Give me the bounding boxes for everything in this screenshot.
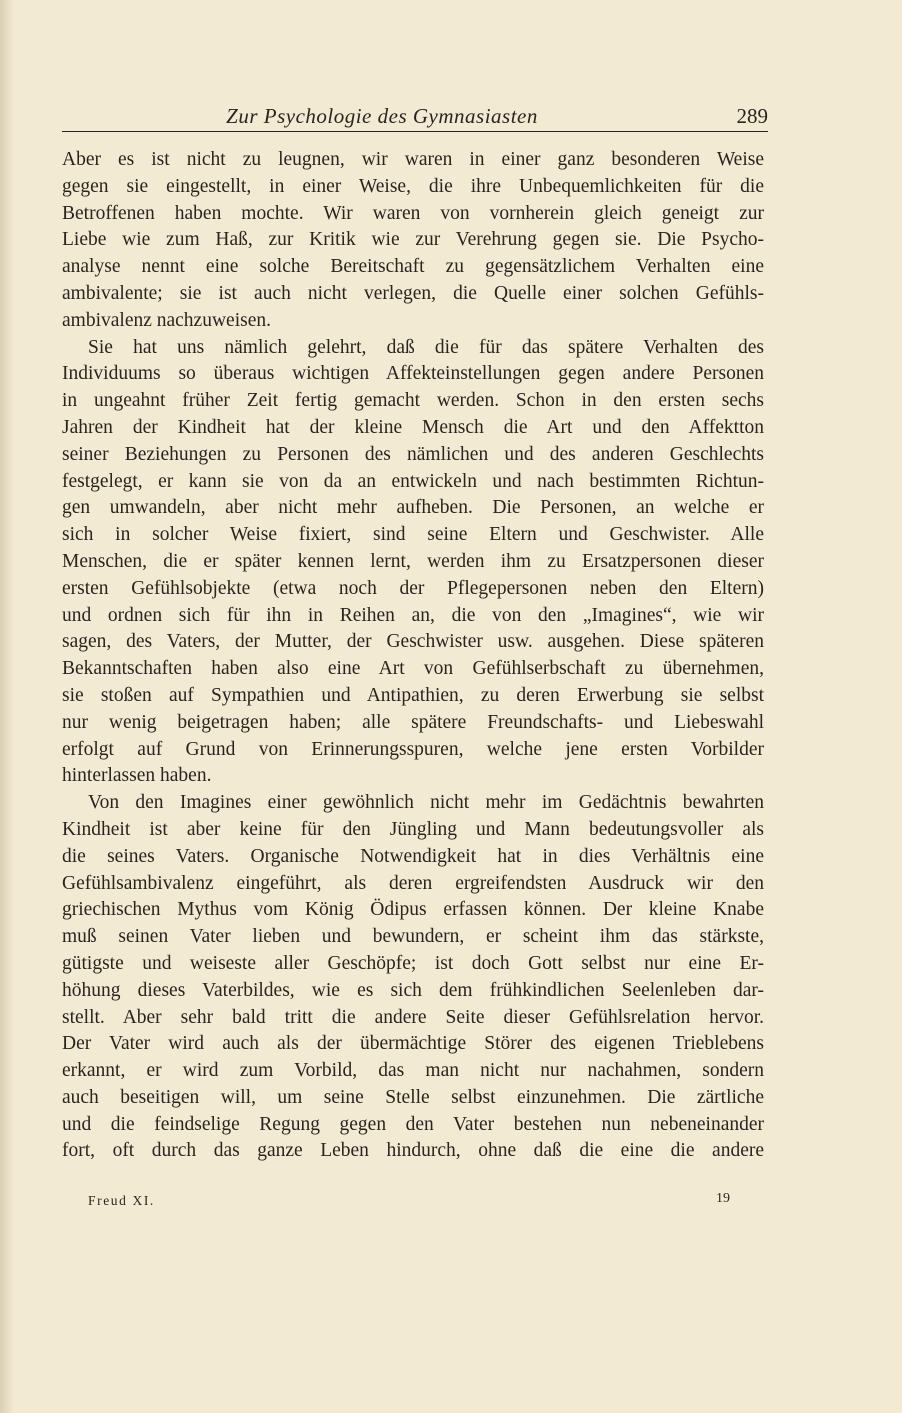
body-text — [62, 147, 764, 1165]
text-line: Liebe wie zum Haß, zur Kritik wie zur Verehrung gegen sie. Die Psycho- — [62, 229, 764, 251]
text-line: analyse nennt eine solche Bereitschaft zu gegensätzlichem Verhalten eine — [62, 256, 764, 278]
text-line: sie stoßen auf Sympathien und Antipathien, zu deren Erwerbung sie selbst — [62, 684, 764, 706]
running-header — [62, 104, 768, 130]
paragraph — [62, 335, 764, 791]
text-line: griechischen Mythus vom König Ödipus erfassen können. Der kleine Knabe — [62, 899, 764, 921]
text-line: gen umwandeln, aber nicht mehr aufheben. Die Personen, an welche er — [62, 497, 764, 519]
text-line: Gefühlsambivalenz eingeführt, als deren ergreifendsten Ausdruck wir den — [62, 872, 764, 894]
text-line: muß seinen Vater lieben und bewundern, er scheint ihm das stärkste, — [62, 926, 764, 948]
text-line: fort, oft durch das ganze Leben hindurch, ohne daß die eine die andere — [62, 1140, 764, 1162]
text-line: sagen, des Vaters, der Mutter, der Geschwister usw. ausgehen. Diese späteren — [62, 631, 764, 653]
text-line: sich in solcher Weise fixiert, sind seine Eltern und Geschwister. Alle — [62, 524, 764, 546]
header-rule — [62, 131, 768, 132]
text-line: erfolgt auf Grund von Erinnerungsspuren, welche jene ersten Vorbilder — [62, 738, 764, 760]
text-line: erkannt, er wird zum Vorbild, das man nicht nur nachahmen, sondern — [62, 1060, 764, 1082]
paragraph — [62, 790, 764, 1165]
text-line: in ungeahnt früher Zeit fertig gemacht werden. Schon in den ersten sechs — [62, 390, 764, 412]
text-line: höhung dieses Vaterbildes, wie es sich dem frühkindlichen Seelenleben dar- — [62, 979, 764, 1001]
text-line: Bekanntschaften haben also eine Art von Gefühlserbschaft zu übernehmen, — [62, 658, 764, 680]
text-line: und ordnen sich für ihn in Reihen an, die von den „Imagines“, wie wir — [62, 604, 764, 626]
text-line: Jahren der Kindheit hat der kleine Mensch die Art und den Affektton — [62, 416, 764, 438]
sheet-number: 19 — [716, 1191, 730, 1206]
text-line: hinterlassen haben. — [62, 765, 212, 787]
page-number: 289 — [736, 104, 768, 128]
text-line: Der Vater wird auch als der übermächtige Störer des eigenen Trieblebens — [62, 1033, 764, 1055]
text-line: Betroffenen haben mochte. Wir waren von vornherein gleich geneigt zur — [62, 202, 764, 224]
paragraph — [62, 147, 764, 335]
text-line: festgelegt, er kann sie von da an entwickeln und nach bestimmten Richtun- — [62, 470, 764, 492]
text-line: Aber es ist nicht zu leugnen, wir waren in einer ganz besonderen Weise — [62, 149, 764, 170]
text-line: und die feindselige Regung gegen den Vater bestehen nun nebeneinander — [62, 1113, 764, 1135]
text-line: ambivalente; sie ist auch nicht verlegen, die Quelle einer solchen Gefühls- — [62, 282, 764, 304]
running-title: Zur Psychologie des Gymnasiasten — [226, 104, 538, 128]
page-edge-shadow — [0, 0, 14, 1413]
text-line: auch beseitigen will, um seine Stelle selbst einzunehmen. Die zärtliche — [62, 1086, 764, 1108]
text-line: die seines Vaters. Organische Notwendigkeit hat in dies Verhältnis eine — [62, 845, 764, 867]
text-line: Kindheit ist aber keine für den Jüngling und Mann bedeutungsvoller als — [62, 818, 764, 840]
text-line: gegen sie eingestellt, in einer Weise, die ihre Unbequemlichkeiten für die — [62, 175, 764, 197]
text-line: gütigste und weiseste aller Geschöpfe; ist doch Gott selbst nur eine Er- — [62, 952, 764, 974]
text-line: stellt. Aber sehr bald tritt die andere Seite dieser Gefühlsrelation hervor. — [62, 1006, 764, 1028]
text-line: Von den Imagines einer gewöhnlich nicht mehr im Gedächtnis bewahrten — [88, 792, 764, 814]
text-line: Menschen, die er später kennen lernt, werden ihm zu Ersatzpersonen dieser — [62, 550, 764, 572]
text-line: seiner Beziehungen zu Personen des nämlichen und des anderen Geschlechts — [62, 443, 764, 465]
text-line: Individuums so überaus wichtigen Affekteinstellungen gegen andere Personen — [62, 363, 764, 385]
signature-mark: Freud XI. — [88, 1193, 155, 1208]
text-line: ambivalenz nachzuweisen. — [62, 309, 271, 331]
text-line: ersten Gefühlsobjekte (etwa noch der Pflegepersonen neben den Eltern) — [62, 577, 764, 599]
text-line: nur wenig beigetragen haben; alle spätere Freundschafts- und Liebeswahl — [62, 711, 764, 733]
text-line: Sie hat uns nämlich gelehrt, daß die für das spätere Verhalten des — [88, 336, 764, 358]
